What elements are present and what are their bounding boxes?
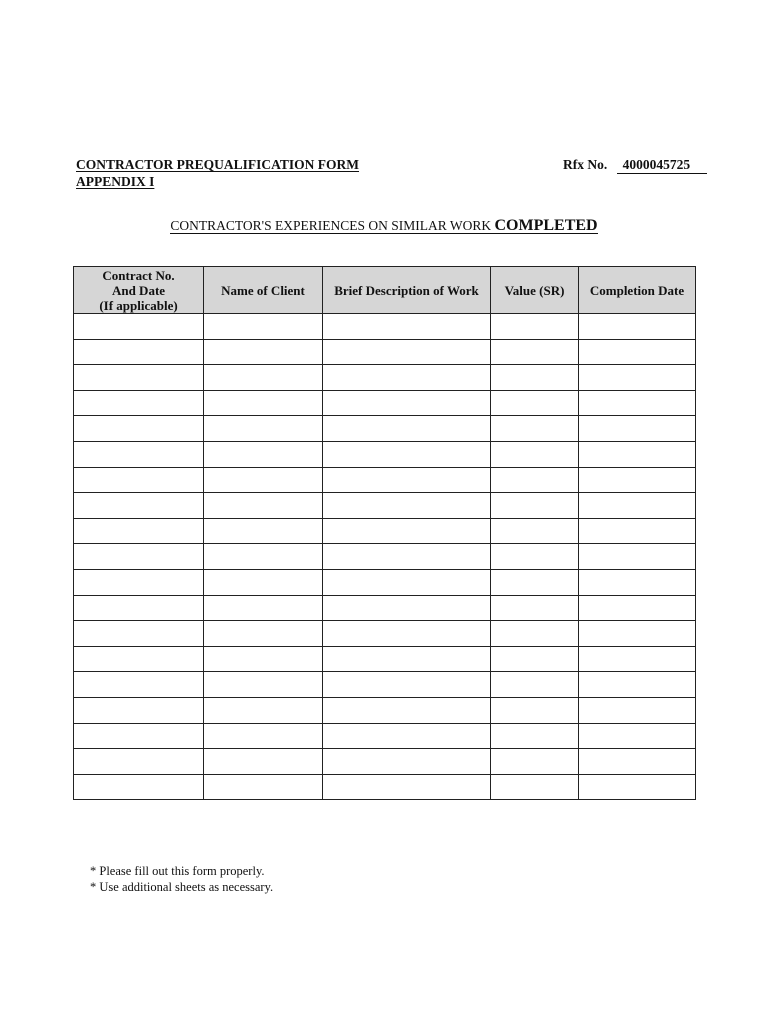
table-cell [204,416,323,442]
table-cell [74,314,204,340]
table-cell [579,646,696,672]
table-cell [579,621,696,647]
table-cell [323,518,491,544]
table-row [74,697,696,723]
table-row [74,441,696,467]
table-cell [74,544,204,570]
table-row [74,646,696,672]
table-row [74,595,696,621]
table-cell [579,723,696,749]
table-cell [491,544,579,570]
table-cell [323,416,491,442]
table-row [74,621,696,647]
table-cell [491,723,579,749]
table-cell [579,569,696,595]
table-cell [579,697,696,723]
table-row [74,544,696,570]
table-cell [579,314,696,340]
table-cell [579,672,696,698]
column-header-contract [74,267,204,314]
table-cell [323,493,491,519]
table-cell [491,441,579,467]
table-cell [74,416,204,442]
table-cell [204,390,323,416]
table-cell [74,749,204,775]
table-row [74,493,696,519]
table-cell [74,595,204,621]
footnote: * Use additional sheets as necessary. [90,880,274,894]
table-row [74,365,696,391]
table-row [74,390,696,416]
table-cell [204,544,323,570]
table-cell [204,441,323,467]
table-cell [204,314,323,340]
table-cell [204,365,323,391]
table-cell [323,314,491,340]
table-cell [491,595,579,621]
table-cell [491,621,579,647]
column-header-line: Completion Date [589,282,685,298]
table-cell [74,518,204,544]
table-cell [323,569,491,595]
table-row [74,467,696,493]
table-row [74,518,696,544]
table-cell [579,390,696,416]
table-row [74,314,696,340]
table-row [74,774,696,800]
experience-table [73,266,696,800]
table-cell [323,621,491,647]
table-cell [204,467,323,493]
table-cell [579,774,696,800]
table-cell [74,441,204,467]
table-row [74,416,696,442]
table-cell [74,774,204,800]
form-header [76,156,359,190]
table-cell [204,595,323,621]
column-header-completion-date [579,267,696,314]
footnote: * Please fill out this form properly. [90,864,265,878]
table-cell [579,416,696,442]
table-cell [491,774,579,800]
appendix-label: APPENDIX I [76,174,155,189]
table-cell [579,441,696,467]
table-cell [323,467,491,493]
table-cell [491,569,579,595]
column-header-client [204,267,323,314]
table-cell [323,339,491,365]
table-cell [491,646,579,672]
table-cell [204,723,323,749]
table-cell [491,518,579,544]
table-cell [491,416,579,442]
footnotes [90,863,273,895]
table-cell [204,621,323,647]
table-body [74,314,696,800]
table-cell [74,723,204,749]
table-row [74,723,696,749]
table-cell [323,390,491,416]
table-cell [74,390,204,416]
table-cell [204,646,323,672]
table-cell [323,672,491,698]
table-cell [74,569,204,595]
table-cell [579,493,696,519]
table-cell [74,467,204,493]
table-cell [74,672,204,698]
table-cell [579,749,696,775]
rfx-label: Rfx No. [563,157,608,172]
table-cell [323,646,491,672]
table-cell [579,467,696,493]
table-cell [74,697,204,723]
table-cell [204,339,323,365]
column-header-line: Contract No. [102,267,175,283]
table-row [74,339,696,365]
table-cell [74,493,204,519]
table-cell [323,365,491,391]
column-header-line: And Date [111,282,166,298]
table-header-row [74,267,696,314]
column-header-description [323,267,491,314]
table-cell [74,365,204,391]
rfx-number [563,156,707,174]
column-header-value [491,267,579,314]
table-cell [491,749,579,775]
column-header-line: Value (SR) [504,282,565,298]
section-heading-emphasis: COMPLETED [494,217,598,234]
table-cell [204,493,323,519]
table-cell [323,595,491,621]
table-cell [204,749,323,775]
table-cell [74,339,204,365]
table-cell [323,441,491,467]
column-header-line: Brief Description of Work [334,282,479,298]
table-cell [74,621,204,647]
table-cell [204,774,323,800]
table-cell [579,339,696,365]
table-cell [323,723,491,749]
table-cell [491,390,579,416]
column-header-line: Name of Client [221,282,305,298]
rfx-value: 4000045725 [617,156,707,174]
table-cell [579,365,696,391]
table-row [74,749,696,775]
form-title: CONTRACTOR PREQUALIFICATION FORM [76,157,360,172]
table-cell [491,467,579,493]
section-heading-prefix: CONTRACTOR'S EXPERIENCES ON SIMILAR WORK [170,218,492,233]
table-cell [74,646,204,672]
section-heading [0,216,768,236]
table-cell [579,544,696,570]
table-cell [491,672,579,698]
table-cell [323,697,491,723]
section-heading-underline [170,218,597,234]
table-cell [579,595,696,621]
column-header-line: (If applicable) [99,297,178,313]
table-cell [491,365,579,391]
table-row [74,672,696,698]
table-cell [204,569,323,595]
table-cell [323,544,491,570]
table-cell [323,749,491,775]
table-cell [491,493,579,519]
table-cell [204,518,323,544]
table-cell [491,339,579,365]
table-cell [204,672,323,698]
table-row [74,569,696,595]
table-cell [323,774,491,800]
table-cell [491,697,579,723]
table-cell [491,314,579,340]
table-cell [579,518,696,544]
table-cell [204,697,323,723]
